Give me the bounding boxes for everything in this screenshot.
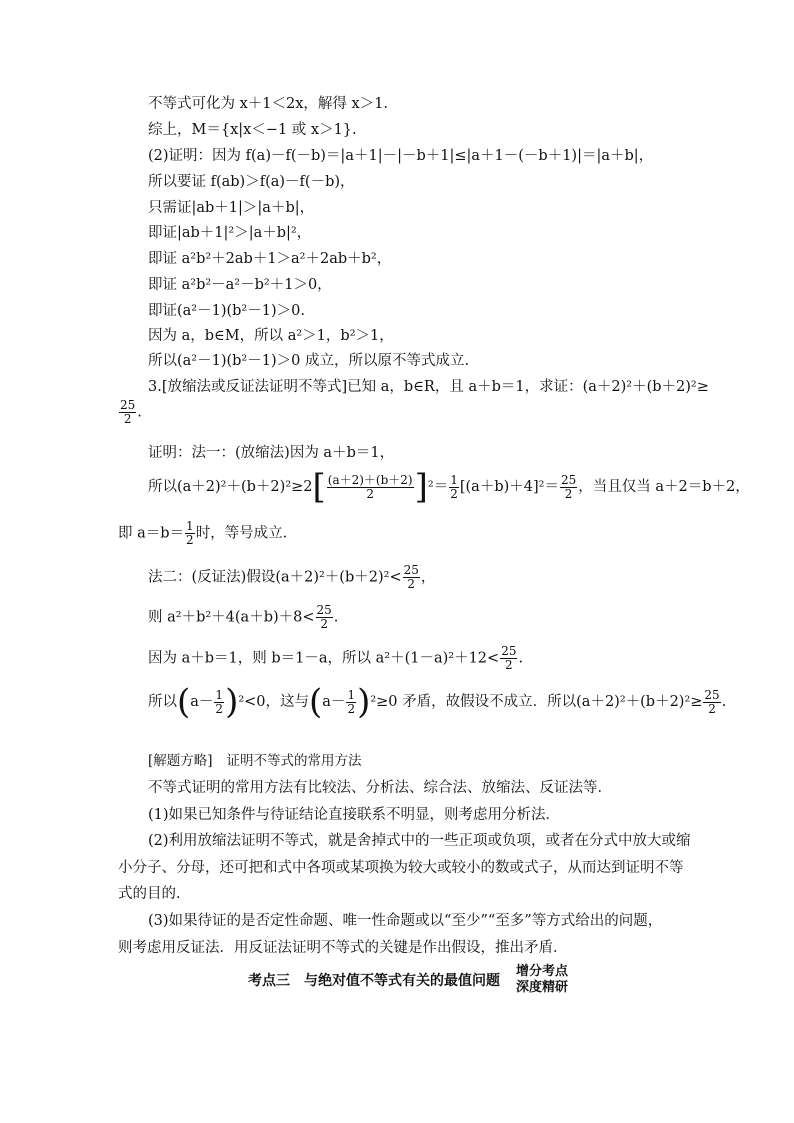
proof-line	[118, 520, 287, 547]
text-line: 所以要证 f(ab)＞f(a)－f(－b)，	[148, 174, 355, 190]
text-line: (3)如果待证的是否定性命题、唯一性命题或以“至少”“至多”等方式给出的问题，	[148, 913, 663, 929]
denominator: 2	[505, 658, 513, 672]
paren-left: (	[177, 682, 191, 722]
text-line: 即证(a²－1)(b²－1)＞0.	[148, 303, 305, 319]
text-segment: .	[721, 694, 727, 710]
text-segment: a－	[190, 694, 214, 710]
text-segment: .	[518, 650, 524, 667]
period: .	[137, 404, 142, 421]
numerator: 1	[186, 519, 194, 533]
text-line: 则考虑用反证法．用反证法证明不等式的关键是作出假设，推出矛盾．	[118, 940, 568, 956]
text-line: 小分子、分母，还可把和式中各项或某项换为较大或较小的数或式子，从而达到证明不等	[118, 860, 684, 876]
text-segment: ，当且仅当 a＋2＝b＋2，	[578, 479, 750, 495]
text-segment: 时，等号成立.	[195, 525, 288, 542]
text-line: (2)利用放缩法证明不等式，就是舍掉式中的一些正项或负项，或者在分式中放大或缩	[148, 833, 691, 849]
text-line: 综上，M＝{x|x＜−1 或 x＞1}.	[148, 122, 357, 138]
text-segment: ²＝	[427, 479, 449, 495]
text-segment: 所以(a＋2)²＋(b＋2)²≥2	[148, 479, 313, 495]
numerator: 25	[120, 398, 136, 412]
denominator: 2	[366, 486, 375, 501]
text-segment: ²≥0 矛盾，故假设不成立．所以(a＋2)²＋(b＋2)²≥	[370, 694, 703, 710]
proof-line	[148, 467, 750, 507]
text-segment: .	[333, 609, 339, 626]
denominator: 2	[450, 486, 458, 501]
section-tag	[516, 964, 568, 996]
denominator: 2	[320, 617, 328, 631]
fraction	[185, 520, 195, 547]
text-line: (2)证明：因为 f(a)－f(－b)＝|a＋1|－|－b＋1|≤|a＋1－(－b＋1)|＝|a＋b|，	[148, 148, 654, 164]
numerator: 25	[316, 603, 332, 617]
text-segment: a－	[322, 694, 346, 710]
text-line: 不等式证明的常用方法有比较法、分析法、综合法、放缩法、反证法等．	[148, 780, 612, 796]
paren-right: )	[357, 682, 371, 722]
text-segment: 因为 a＋b＝1，则 b＝1－a，所以 a²＋(1－a)²＋12<	[148, 650, 500, 667]
numerator: 25	[403, 563, 419, 577]
text-line: 只需证|ab＋1|＞|a＋b|，	[148, 200, 315, 216]
proof-line	[148, 645, 523, 672]
text-line: 即证 a²b²＋2ab＋1＞a²＋2ab＋b²，	[148, 251, 392, 267]
denominator: 2	[347, 701, 356, 716]
denominator: 2	[708, 701, 716, 716]
text-segment: 即 a＝b＝	[118, 525, 185, 542]
fraction	[500, 645, 517, 672]
bracket-left: [	[312, 467, 326, 507]
text-segment: 则 a²＋b²＋4(a＋b)＋8<	[148, 609, 315, 626]
paren-left: (	[309, 682, 323, 722]
numerator: 25	[704, 687, 720, 702]
fraction	[214, 689, 224, 716]
text-line: 即证 a²b²－a²－b²＋1＞0，	[148, 277, 332, 293]
numerator: 25	[560, 472, 577, 487]
fraction-line	[118, 399, 142, 426]
section-tag-line: 增分考点	[516, 964, 569, 979]
fraction	[560, 474, 577, 501]
text-segment: ，	[420, 569, 436, 586]
fraction	[316, 604, 333, 631]
numerator: 25	[501, 644, 517, 658]
numerator: 1	[450, 472, 458, 487]
text-line: 证明：法一：(放缩法)因为 a＋b＝1，	[148, 445, 395, 461]
denominator: 2	[123, 412, 132, 426]
method-heading	[148, 752, 362, 770]
paren-right: )	[225, 682, 239, 722]
text-segment: 所以	[148, 694, 177, 710]
fraction	[346, 689, 356, 716]
denominator: 2	[564, 486, 573, 501]
tag-label: [解题方略]	[148, 753, 213, 769]
fraction	[327, 474, 414, 501]
denominator: 2	[407, 577, 416, 591]
text-line: 即证|ab＋1|²＞|a＋b|²，	[148, 225, 312, 241]
proof-line	[148, 604, 338, 631]
heading-title: 证明不等式的常用方法	[226, 753, 362, 769]
text-segment: ²<0，这与	[238, 694, 310, 710]
proof-line	[148, 564, 435, 591]
text-line: 不等式可化为 x＋1＜2x，解得 x＞1.	[148, 96, 389, 112]
section-tag-line: 深度精研	[516, 980, 569, 995]
numerator: 1	[347, 687, 356, 702]
fraction	[703, 689, 720, 716]
text-line: 所以(a²－1)(b²－1)＞0 成立，所以原不等式成立.	[148, 353, 470, 369]
proof-line	[148, 682, 727, 722]
text-line: (1)如果已知条件与待证结论直接联系不明显，则考虑用分析法．	[148, 807, 561, 823]
numerator: (a＋2)＋(b＋2)	[327, 472, 413, 487]
denominator: 2	[186, 533, 194, 547]
fraction	[449, 474, 459, 501]
text-segment: 法二：(反证法)假设(a＋2)²＋(b＋2)²<	[148, 569, 402, 586]
bracket-right: ]	[414, 467, 428, 507]
problem-statement: 3.[放缩法或反证法证明不等式]已知 a，b∈R，且 a＋b＝1，求证：(a＋2)²＋(b＋2)²≥	[148, 379, 709, 395]
text-line: 式的目的．	[118, 886, 191, 902]
numerator: 1	[215, 687, 224, 702]
text-line: 因为 a，b∈M，所以 a²＞1，b²＞1，	[148, 328, 394, 344]
section-heading: 考点三 与绝对值不等式有关的最值问题	[248, 973, 500, 989]
fraction	[119, 399, 136, 426]
fraction	[403, 564, 420, 591]
denominator: 2	[215, 701, 224, 716]
text-segment: [(a＋b)＋4]²＝	[459, 479, 559, 495]
